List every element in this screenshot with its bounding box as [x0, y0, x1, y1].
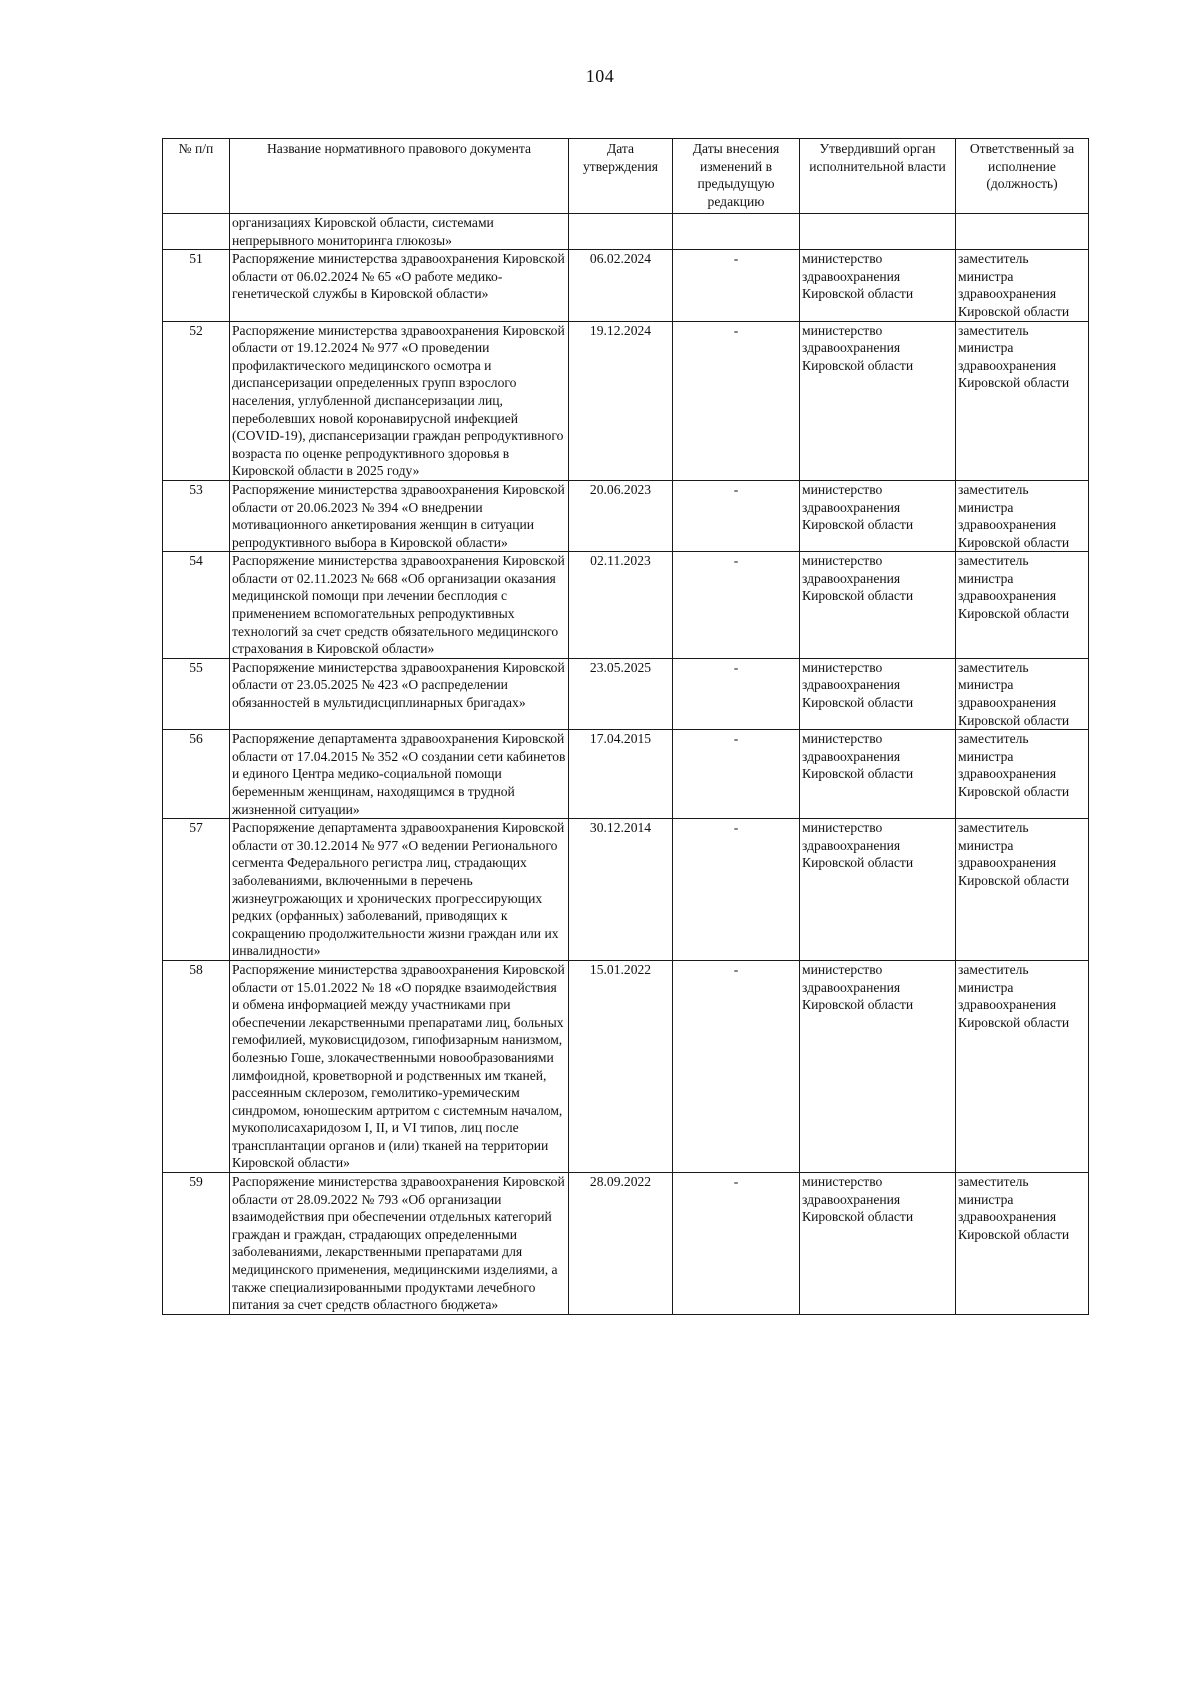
cell-body: министерство здравоохранения Кировской области — [800, 480, 956, 551]
cell-body: министерство здравоохранения Кировской области — [800, 730, 956, 819]
cell-date: 02.11.2023 — [569, 552, 673, 659]
table-row-continuation — [163, 214, 1089, 250]
cell-responsible: заместитель министра здравоохранения Кировской области — [956, 480, 1089, 551]
table-row — [163, 658, 1089, 729]
cell-num: 52 — [163, 321, 230, 480]
cell-name: Распоряжение министерства здравоохранения Кировской области от 28.09.2022 № 793 «Об организации взаимодействия при обеспечении отдельных категорий граждан и граждан, страдающих определенными заболеваниями, лекарственными препаратами для медицинского применения, медицинскими изделиями, а также специализированными продуктами лечебного питания за счет средств областного бюджета» — [230, 1173, 569, 1315]
cell-changes: - — [673, 819, 800, 961]
cell-num: 57 — [163, 819, 230, 961]
table-row — [163, 321, 1089, 480]
cell-changes: - — [673, 730, 800, 819]
cell-date: 30.12.2014 — [569, 819, 673, 961]
cell-changes — [673, 214, 800, 250]
cell-num — [163, 214, 230, 250]
table-header-row — [163, 139, 1089, 214]
cell-responsible: заместитель министра здравоохранения Кировской области — [956, 321, 1089, 480]
cell-body: министерство здравоохранения Кировской области — [800, 658, 956, 729]
cell-name: Распоряжение министерства здравоохранения Кировской области от 19.12.2024 № 977 «О проведении профилактического медицинского осмотра и диспансеризации определенных групп взрослого населения, углубленной диспансеризации лиц, переболевших новой коронавирусной инфекцией (COVID-19), диспансеризации граждан репродуктивного возраста по оценке репродуктивного здоровья в Кировской области в 2025 году» — [230, 321, 569, 480]
cell-responsible: заместитель министра здравоохранения Кировской области — [956, 960, 1089, 1172]
header-responsible: Ответственный за исполнение (должность) — [956, 139, 1089, 214]
header-body: Утвердивший орган исполнительной власти — [800, 139, 956, 214]
cell-date — [569, 214, 673, 250]
header-num: № п/п — [163, 139, 230, 214]
cell-name: Распоряжение министерства здравоохранения Кировской области от 20.06.2023 № 394 «О внедрении мотивационного анкетирования женщин в ситуации репродуктивного выбора в Кировской области» — [230, 480, 569, 551]
cell-date: 06.02.2024 — [569, 250, 673, 321]
header-date: Дата утверждения — [569, 139, 673, 214]
cell-name: Распоряжение департамента здравоохранения Кировской области от 17.04.2015 № 352 «О создании сети кабинетов и единого Центра медико-социальной помощи беременным женщинам, находящимся в трудной жизненной ситуации» — [230, 730, 569, 819]
cell-responsible: заместитель министра здравоохранения Кировской области — [956, 658, 1089, 729]
cell-name: Распоряжение министерства здравоохранения Кировской области от 06.02.2024 № 65 «О работе медико-генетической службы в Кировской области» — [230, 250, 569, 321]
cell-date: 19.12.2024 — [569, 321, 673, 480]
table-row — [163, 730, 1089, 819]
cell-changes: - — [673, 960, 800, 1172]
cell-date: 28.09.2022 — [569, 1173, 673, 1315]
cell-name: Распоряжение министерства здравоохранения Кировской области от 23.05.2025 № 423 «О распределении обязанностей в мультидисциплинарных бригадах» — [230, 658, 569, 729]
cell-body: министерство здравоохранения Кировской области — [800, 819, 956, 961]
cell-changes: - — [673, 658, 800, 729]
cell-responsible: заместитель министра здравоохранения Кировской области — [956, 730, 1089, 819]
header-changes: Даты внесения изменений в предыдущую редакцию — [673, 139, 800, 214]
table-row — [163, 480, 1089, 551]
cell-name: организациях Кировской области, системами непрерывного мониторинга глюкозы» — [230, 214, 569, 250]
cell-body: министерство здравоохранения Кировской области — [800, 552, 956, 659]
cell-responsible: заместитель министра здравоохранения Кировской области — [956, 1173, 1089, 1315]
documents-table — [162, 138, 1089, 1315]
cell-name: Распоряжение министерства здравоохранения Кировской области от 15.01.2022 № 18 «О порядке взаимодействия и обмена информацией между участниками при обеспечении лекарственными препаратами лиц, больных гемофилией, муковисцидозом, гипофизарным нанизмом, болезнью Гоше, злокачественными новообразованиями лимфоидной, кроветворной и родственных им тканей, рассеянным склерозом, гемолитико-уремическим синдромом, юношеским артритом с системным началом, мукополисахаридозом I, II, и VI типов, лиц после трансплантации органов и (или) тканей на территории Кировской области» — [230, 960, 569, 1172]
cell-responsible: заместитель министра здравоохранения Кировской области — [956, 250, 1089, 321]
cell-responsible: заместитель министра здравоохранения Кировской области — [956, 552, 1089, 659]
cell-num: 54 — [163, 552, 230, 659]
cell-date: 15.01.2022 — [569, 960, 673, 1172]
cell-num: 59 — [163, 1173, 230, 1315]
header-name: Название нормативного правового документа — [230, 139, 569, 214]
cell-num: 55 — [163, 658, 230, 729]
cell-changes: - — [673, 321, 800, 480]
table-row — [163, 960, 1089, 1172]
cell-name: Распоряжение министерства здравоохранения Кировской области от 02.11.2023 № 668 «Об организации оказания медицинской помощи при лечении бесплодия с применением вспомогательных репродуктивных технологий за счет средств обязательного медицинского страхования в Кировской области» — [230, 552, 569, 659]
cell-body: министерство здравоохранения Кировской области — [800, 321, 956, 480]
cell-changes: - — [673, 250, 800, 321]
cell-body: министерство здравоохранения Кировской области — [800, 250, 956, 321]
cell-date: 17.04.2015 — [569, 730, 673, 819]
cell-body: министерство здравоохранения Кировской области — [800, 1173, 956, 1315]
cell-body — [800, 214, 956, 250]
table-row — [163, 1173, 1089, 1315]
cell-responsible — [956, 214, 1089, 250]
cell-responsible: заместитель министра здравоохранения Кировской области — [956, 819, 1089, 961]
cell-body: министерство здравоохранения Кировской области — [800, 960, 956, 1172]
cell-num: 51 — [163, 250, 230, 321]
cell-changes: - — [673, 552, 800, 659]
page-number: 104 — [585, 66, 615, 86]
cell-changes: - — [673, 1173, 800, 1315]
table-row — [163, 819, 1089, 961]
table-row — [163, 552, 1089, 659]
cell-num: 58 — [163, 960, 230, 1172]
table-row — [163, 250, 1089, 321]
cell-date: 20.06.2023 — [569, 480, 673, 551]
cell-changes: - — [673, 480, 800, 551]
cell-name: Распоряжение департамента здравоохранения Кировской области от 30.12.2014 № 977 «О ведении Регионального сегмента Федерального регистра лиц, страдающих заболеваниями, включенными в перечень жизнеугрожающих и хронических прогрессирующих редких (орфанных) заболеваний, приводящих к сокращению продолжительности жизни граждан или их инвалидности» — [230, 819, 569, 961]
cell-num: 56 — [163, 730, 230, 819]
cell-num: 53 — [163, 480, 230, 551]
cell-date: 23.05.2025 — [569, 658, 673, 729]
